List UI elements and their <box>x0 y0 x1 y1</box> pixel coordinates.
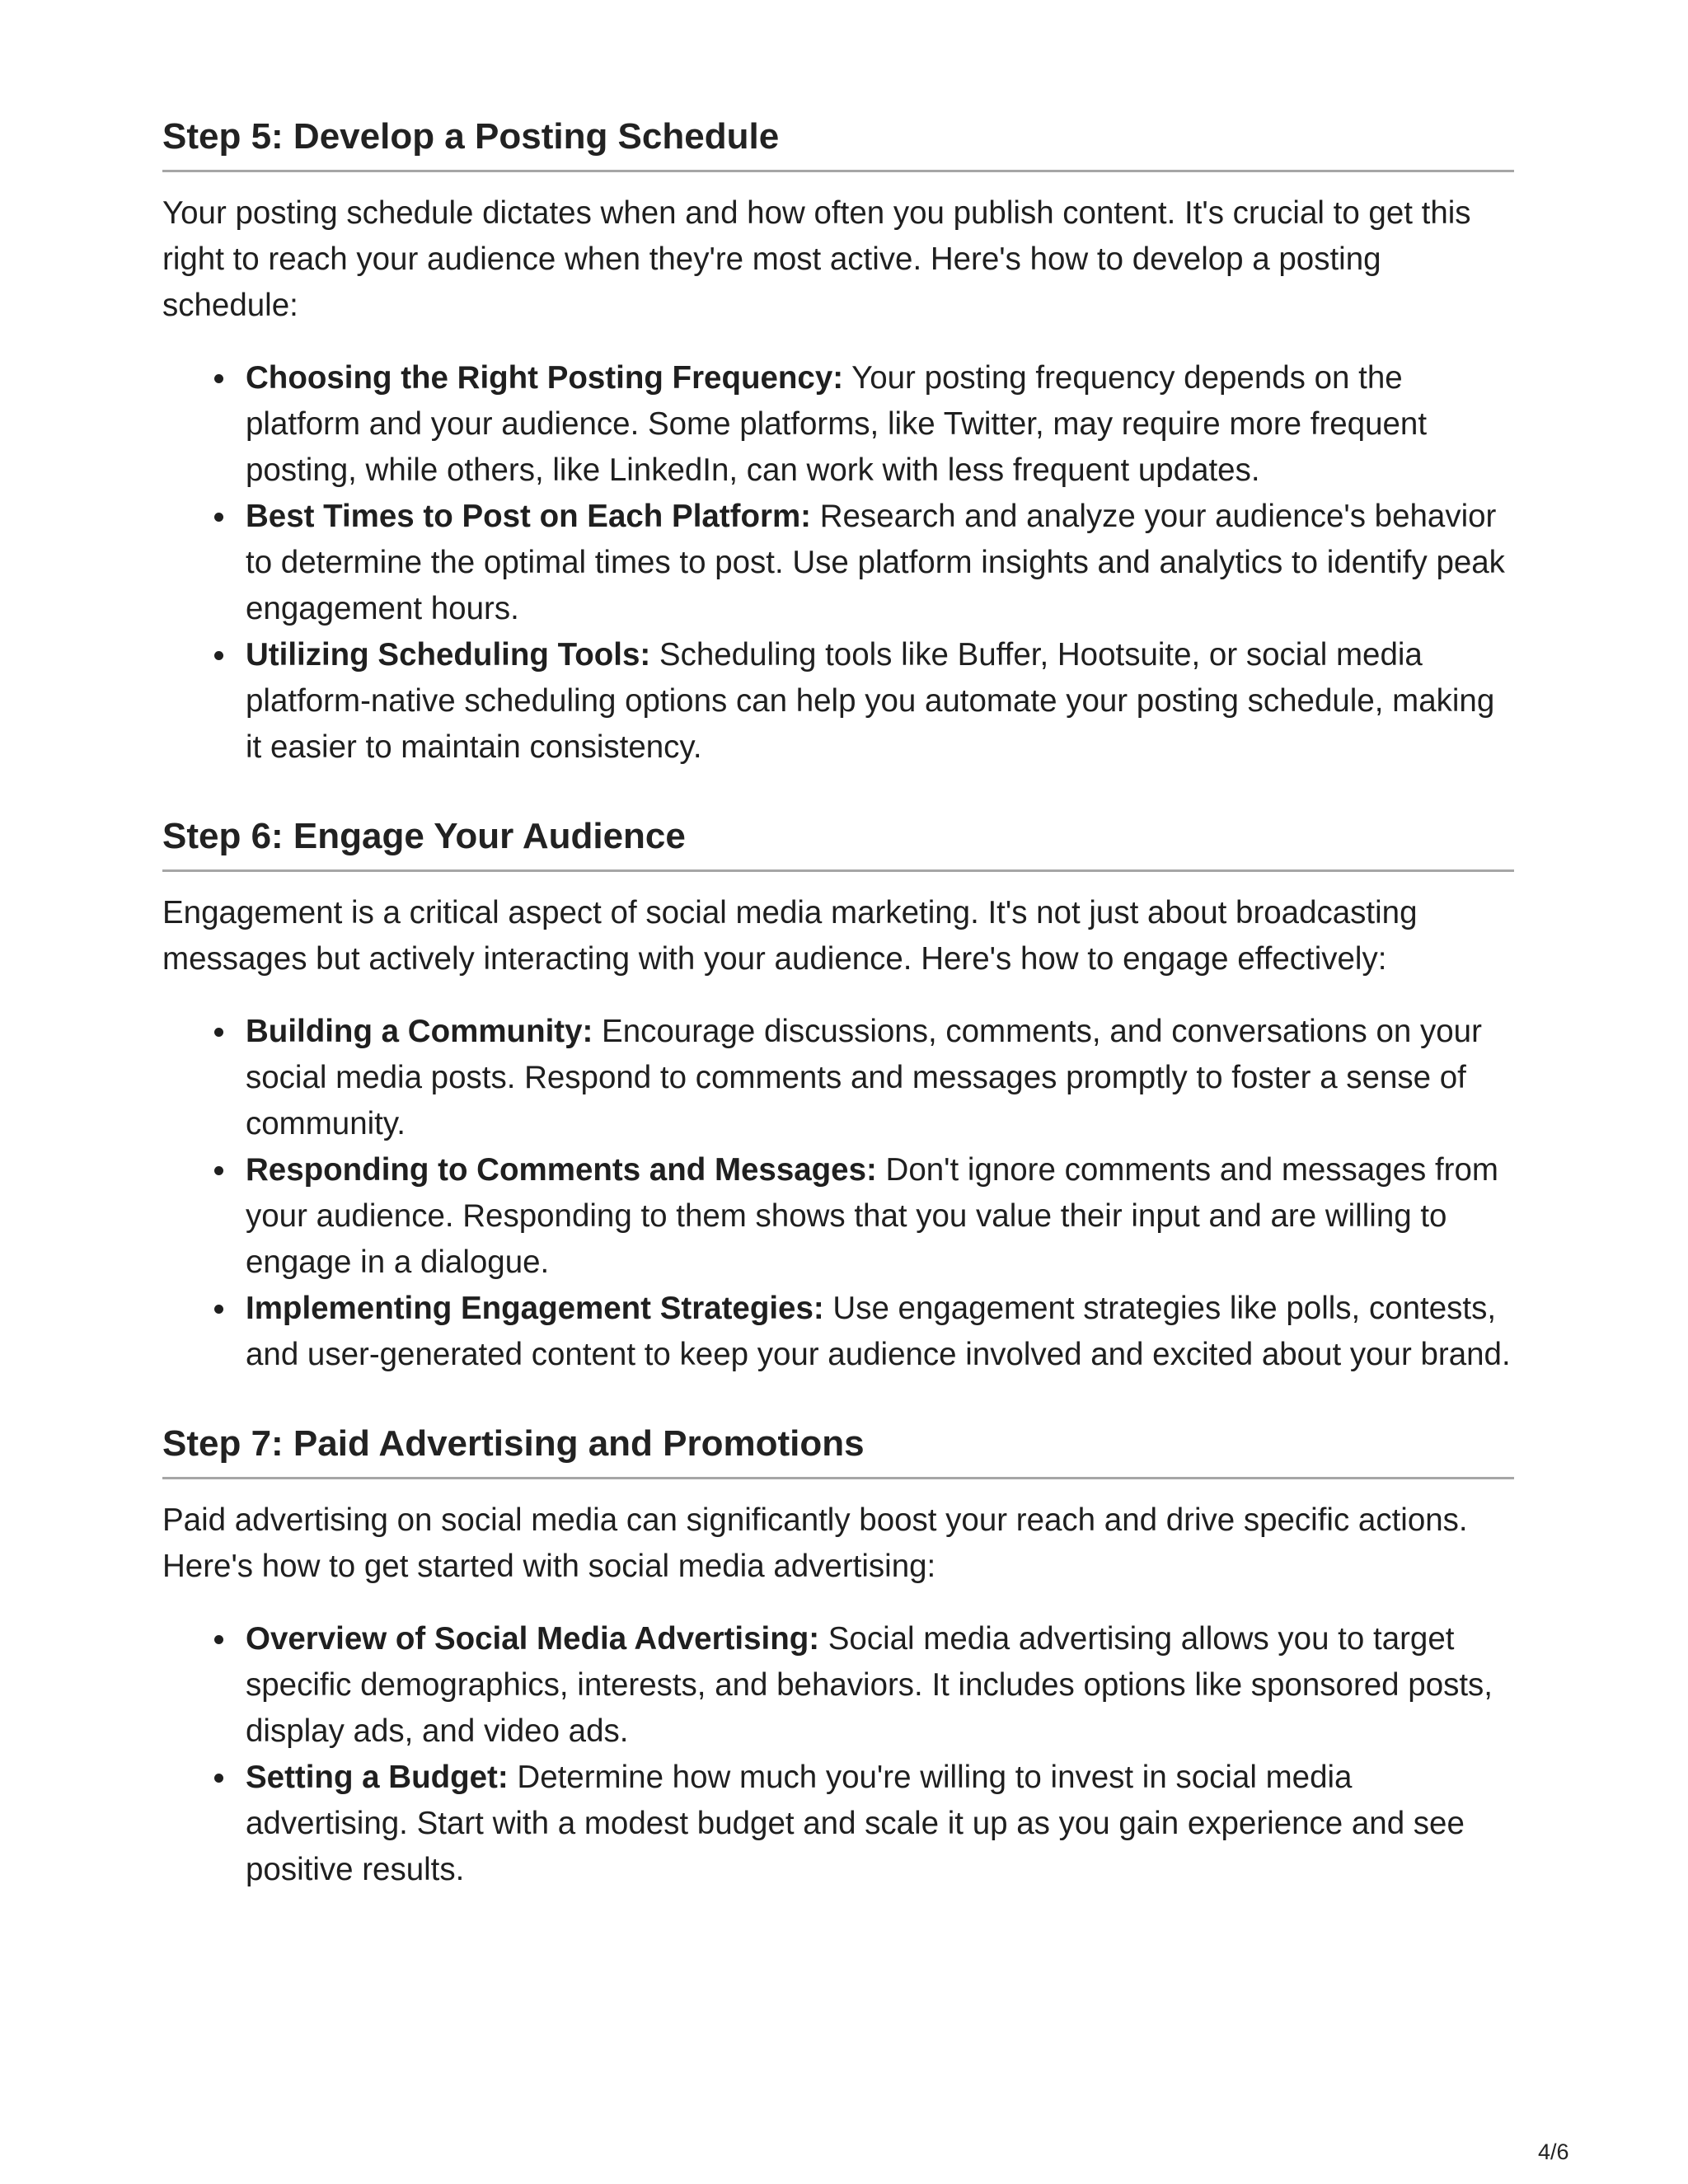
section-step-6 <box>162 813 1514 1378</box>
section-intro: Engagement is a critical aspect of social media marketing. It's not just about broadcasting messages but actively interacting with your audience. Here's how to engage effectively: <box>162 895 1418 977</box>
list-item <box>246 1286 1514 1378</box>
list-item <box>246 632 1514 771</box>
list-item <box>246 1755 1514 1893</box>
section-step-7 <box>162 1421 1514 1893</box>
list-item-lead: Best Times to Post on Each Platform: <box>246 499 812 534</box>
section-heading: Step 5: Develop a Posting Schedule <box>162 114 1514 172</box>
list-item-text: Use engagement strategies like polls, contests, and user-generated content to keep your audience involved and excited about your brand. <box>246 1291 1511 1372</box>
section-step-5 <box>162 114 1514 771</box>
bullet-dot-icon <box>214 1774 223 1783</box>
list-item-lead: Building a Community: <box>246 1014 593 1049</box>
list-item-text: Scheduling tools like Buffer, Hootsuite, or social media platform-native scheduling options can help you automate your posting schedule, making it easier to maintain consistency. <box>246 637 1495 765</box>
bullet-list <box>162 1616 1514 1893</box>
page-number: 4/6 <box>1538 2139 1569 2164</box>
bullet-list <box>162 355 1514 771</box>
list-item-lead: Responding to Comments and Messages: <box>246 1152 877 1188</box>
bullet-dot-icon <box>214 1635 223 1644</box>
list-item-text: Encourage discussions, comments, and conversations on your social media posts. Respond to comments and messages promptly to foster a sense of community. <box>246 1014 1482 1141</box>
list-item <box>246 355 1514 494</box>
section-heading: Step 7: Paid Advertising and Promotions <box>162 1421 1514 1479</box>
bullet-dot-icon <box>214 1028 223 1037</box>
bullet-dot-icon <box>214 651 223 660</box>
bullet-dot-icon <box>214 1166 223 1175</box>
bullet-dot-icon <box>214 374 223 383</box>
list-item-text: Determine how much you're willing to invest in social media advertising. Start with a modest budget and scale it up as you gain experience and see positive results. <box>246 1760 1465 1887</box>
list-item-text: Don't ignore comments and messages from your audience. Responding to them shows that you value their input and are willing to engage in a dialogue. <box>246 1152 1498 1280</box>
list-item-text: Research and analyze your audience's behavior to determine the optimal times to post. Use platform insights and analytics to identify peak engagement hours. <box>246 499 1505 626</box>
list-item-lead: Choosing the Right Posting Frequency: <box>246 360 844 396</box>
list-item <box>246 1147 1514 1286</box>
list-item-text: Social media advertising allows you to target specific demographics, interests, and behaviors. It includes options like sponsored posts, display ads, and video ads. <box>246 1621 1493 1749</box>
list-item <box>246 1009 1514 1147</box>
section-heading: Step 6: Engage Your Audience <box>162 813 1514 872</box>
section-intro: Your posting schedule dictates when and how often you publish content. It's crucial to get this right to reach your audience when they're most active. Here's how to develop a posting schedule: <box>162 195 1471 323</box>
list-item-text: Your posting frequency depends on the platform and your audience. Some platforms, like Twitter, may require more frequent posting, while others, like LinkedIn, can work with less frequent updates. <box>246 360 1428 488</box>
list-item-lead: Implementing Engagement Strategies: <box>246 1291 824 1326</box>
document-page <box>162 114 1514 1893</box>
bullet-dot-icon <box>214 1305 223 1314</box>
bullet-dot-icon <box>214 513 223 522</box>
list-item <box>246 494 1514 632</box>
section-intro: Paid advertising on social media can significantly boost your reach and drive specific actions. Here's how to get started with social media advertising: <box>162 1502 1468 1584</box>
list-item-lead: Utilizing Scheduling Tools: <box>246 637 651 673</box>
bullet-list <box>162 1009 1514 1378</box>
list-item-lead: Overview of Social Media Advertising: <box>246 1621 820 1657</box>
list-item <box>246 1616 1514 1755</box>
list-item-lead: Setting a Budget: <box>246 1760 509 1795</box>
